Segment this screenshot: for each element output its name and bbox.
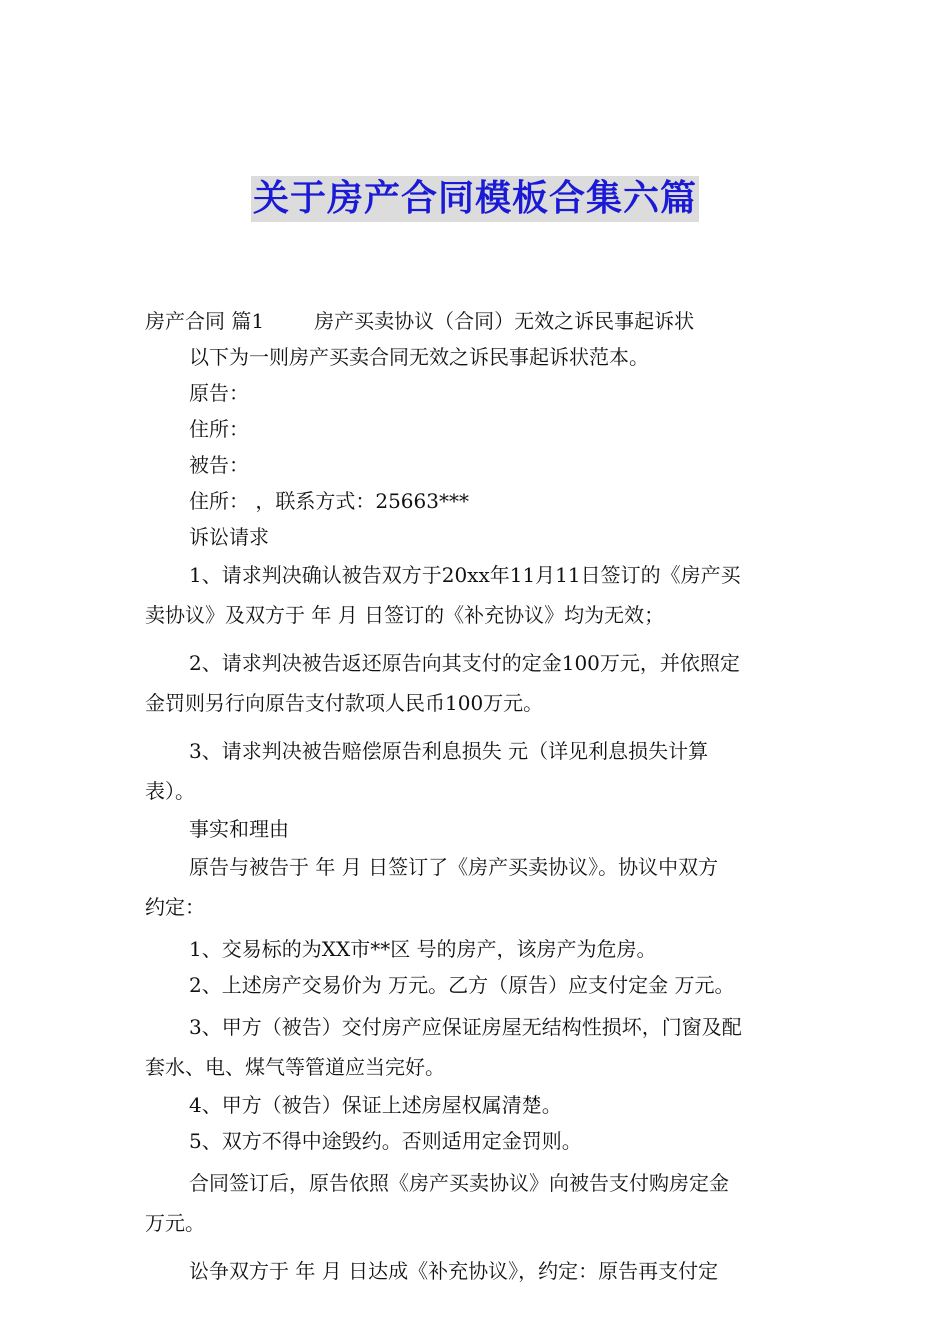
term-2: 2、上述房产交易价为 万元。乙方（原告）应支付定金 万元。	[189, 973, 735, 997]
claim-2-line-1: 2、请求判决被告返还原告向其支付的定金100万元，并依照定	[189, 651, 740, 675]
claim-3-line-2: 表）。	[145, 779, 195, 803]
term-3-line-1: 3、甲方（被告）交付房产应保证房屋无结构性损坏，门窗及配	[189, 1015, 742, 1039]
claim-2-line-2: 金罚则另行向原告支付款项人民币100万元。	[145, 691, 544, 715]
after-signing-line-1: 合同签订后，原告依照《房产买卖协议》向被告支付购房定金	[189, 1171, 729, 1195]
claim-1-line-2: 卖协议》及双方于 年 月 日签订的《补充协议》均为无效；	[145, 603, 665, 627]
section-title: 房产买卖协议（合同）无效之诉民事起诉状	[314, 309, 695, 333]
facts-heading: 事实和理由	[189, 817, 289, 841]
plaintiff-line: 原告：	[189, 381, 249, 405]
plaintiff-address-line: 住所：	[189, 417, 249, 441]
term-3-line-2: 套水、电、煤气等管道应当完好。	[145, 1055, 445, 1079]
term-1: 1、交易标的为XX市**区 号的房产，该房产为危房。	[189, 937, 657, 961]
document-body	[145, 303, 805, 1291]
claims-heading: 诉讼请求	[189, 525, 269, 549]
document-title: 关于房产合同模板合集六篇	[251, 176, 699, 222]
facts-line-2: 约定：	[145, 895, 205, 919]
paragraph-gap	[145, 1243, 805, 1251]
title-block	[0, 176, 950, 222]
defendant-line: 被告：	[189, 453, 249, 477]
claim-3-line-1: 3、请求判决被告赔偿原告利息损失 元（详见利息损失计算	[189, 739, 709, 763]
facts-line-1: 原告与被告于 年 月 日签订了《房产买卖协议》。协议中双方	[189, 855, 719, 879]
defendant-address-line: 住所： ，联系方式：25663***	[189, 489, 469, 513]
section-heading	[145, 303, 805, 339]
paragraph-gap	[145, 723, 805, 731]
section-label: 房产合同 篇1	[145, 309, 265, 333]
intro-paragraph: 以下为一则房产买卖合同无效之诉民事起诉状范本。	[189, 345, 649, 369]
paragraph-gap	[145, 635, 805, 643]
claim-1-line-1: 1、请求判决确认被告双方于20xx年11月11日签订的《房产买	[189, 563, 741, 587]
term-5: 5、双方不得中途毁约。否则适用定金罚则。	[189, 1129, 582, 1153]
dispute-line-1: 讼争双方于 年 月 日达成《补充协议》，约定：原告再支付定	[189, 1259, 719, 1283]
after-signing-line-2: 万元。	[145, 1211, 205, 1235]
term-4: 4、甲方（被告）保证上述房屋权属清楚。	[189, 1093, 562, 1117]
